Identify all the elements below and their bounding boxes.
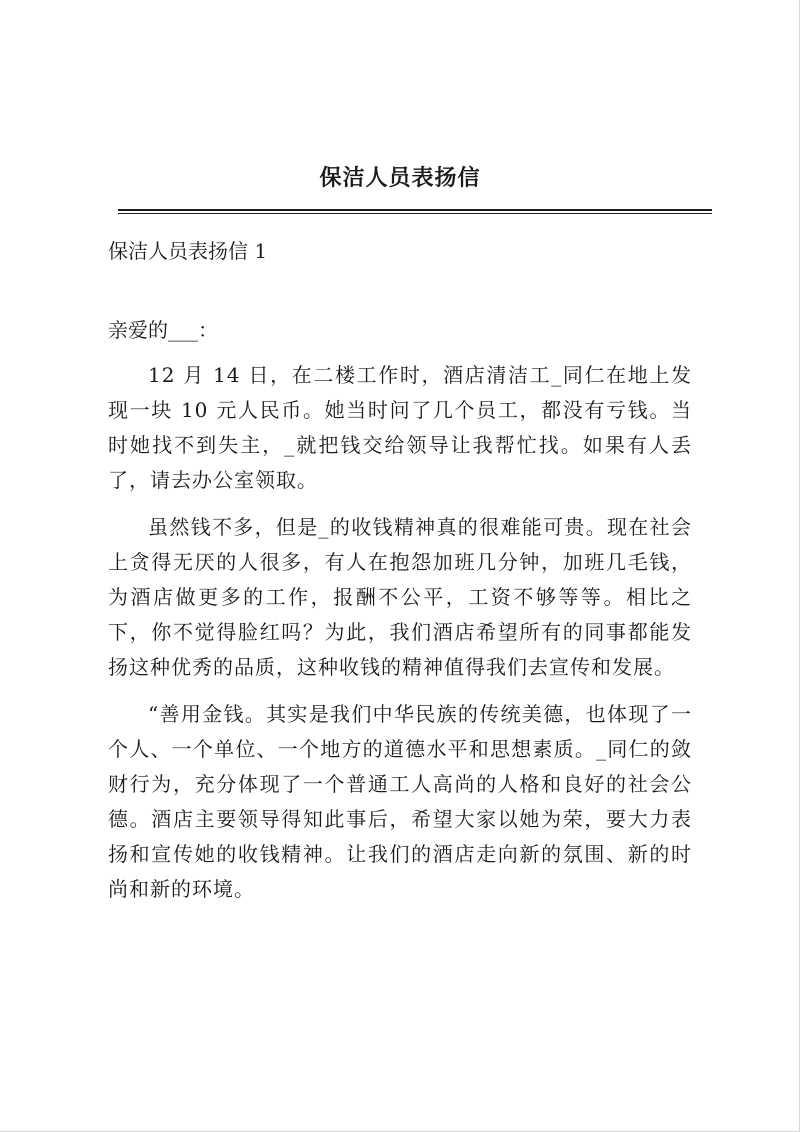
paragraph-3: “善用金钱。其实是我们中华民族的传统美德，也体现了一个人、一个单位、一个地方的道德水平和思想素质。_同仁的敛财行为，充分体现了一个普通工人高尚的人格和良好的社会公德。酒店主要领导得知此事后，希望大家以她为荣，要大力表扬和宣传她的收钱精神。让我们的酒店走向新的氛围、新的时尚和新的环境。	[108, 702, 692, 901]
document-title: 保洁人员表扬信	[319, 165, 481, 191]
title-divider	[118, 209, 712, 214]
paragraph-1: 12 月 14 日，在二楼工作时，酒店清洁工_同仁在地上发现一块 10 元人民币。她当时问了几个员工，都没有亏钱。当时她找不到失主，_就把钱交给领导让我帮忙找。如果有人丢了，请去办公室领取。	[108, 363, 692, 492]
salutation: 亲爱的___：	[108, 318, 218, 342]
letter-body	[108, 358, 692, 907]
paragraph-2: 虽然钱不多，但是_的收钱精神真的很难能可贵。现在社会上贪得无厌的人很多，有人在抱怨加班几分钟，加班几毛钱，为酒店做更多的工作，报酬不公平，工资不够等等。相比之下，你不觉得脸红吗？为此，我们酒店希望所有的同事都能发扬这种优秀的品质，这种收钱的精神值得我们去宣传和发展。	[108, 515, 692, 679]
section-heading: 保洁人员表扬信 1	[108, 239, 268, 263]
